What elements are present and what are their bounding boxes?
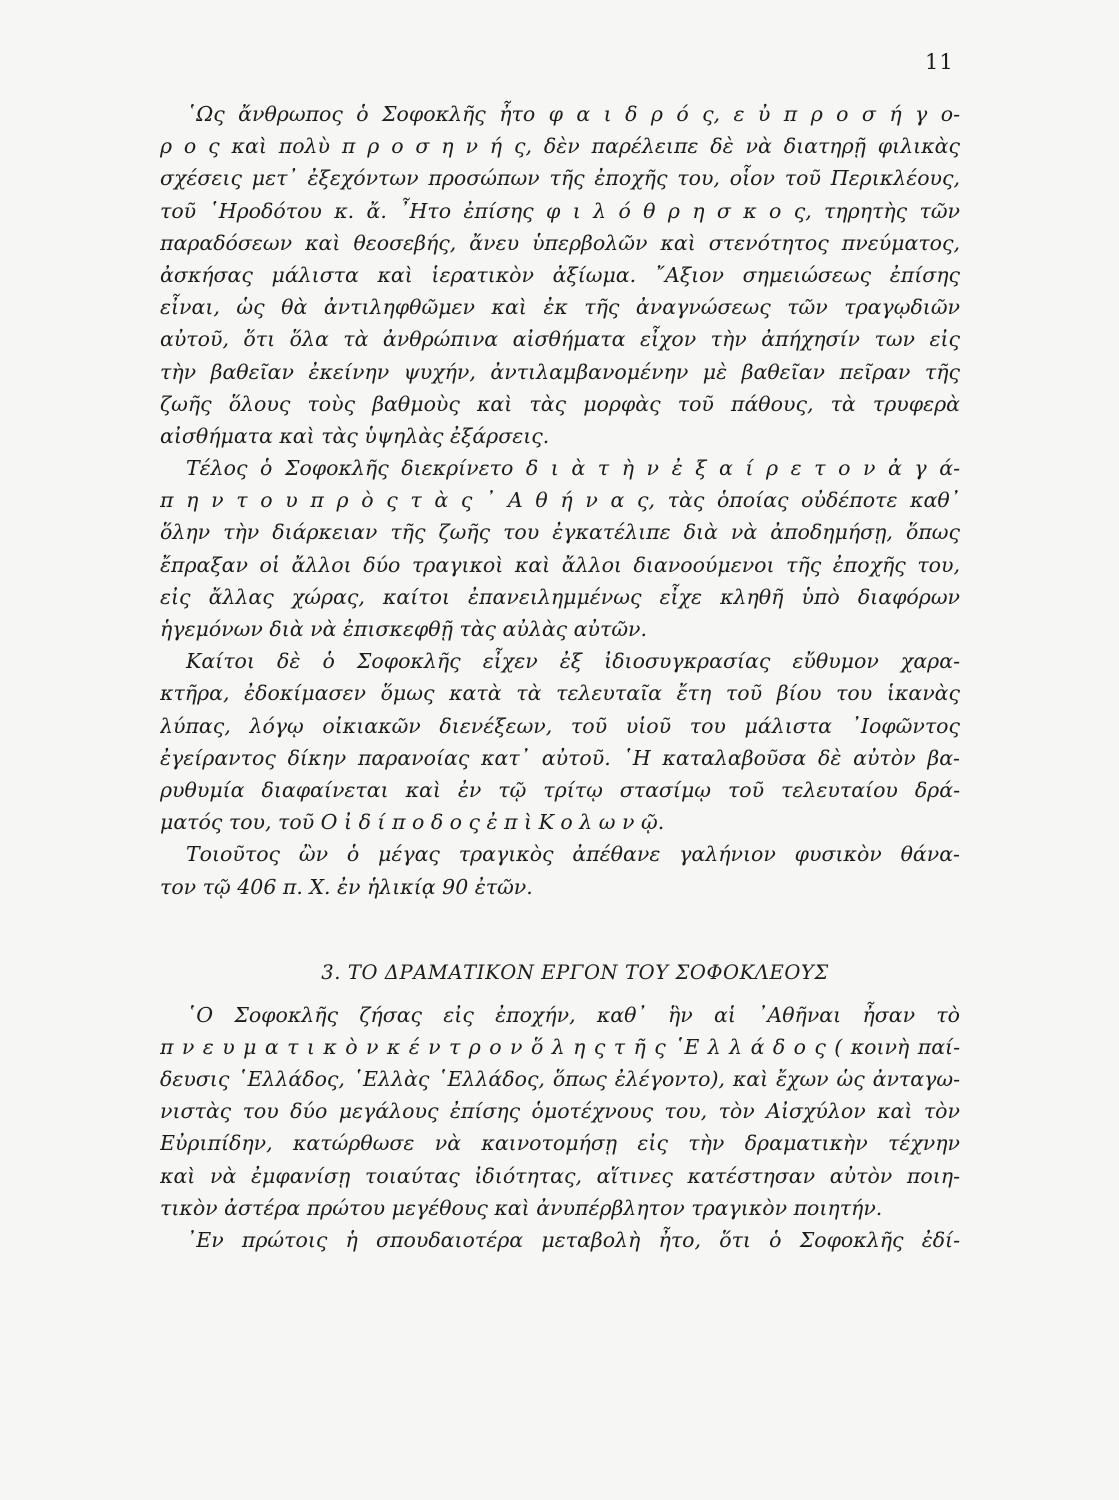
page-body <box>160 98 960 1256</box>
text-line: ῾Ως ἄνθρωπος ὁ Σοφοκλῆς ἦτο φ α ι δ ρ ό ς, ε ὐ π ρ ο σ ή γ ο- <box>186 102 960 126</box>
text-line: σχέσεις μετ᾽ ἐξεχόντων προσώπων τῆς ἐποχῆς του, οἷον τοῦ Περικλέους, <box>160 166 960 191</box>
text-line: Τέλος ὁ Σοφοκλῆς διεκρίνετο δ ι ὰ τ ὴ ν ἐ ξ α ί ρ ε τ ο ν ἀ γ ά- <box>186 456 960 481</box>
paragraph <box>160 999 960 1224</box>
text-line: τοῦ ῾Ηροδότου κ. ἄ. ῏Ητο ἐπίσης φ ι λ ό θ ρ η σ κ ο ς, τηρητὴς τῶν <box>160 198 960 223</box>
text-line: αὐτοῦ, ὅτι ὅλα τὰ ἀνθρώπινα αἰσθήματα εἶχον τὴν ἀπήχησίν των εἰς <box>160 327 960 352</box>
text-line: ματός του, τοῦ Ο ἰ δ ί π ο δ ο ς ἐ π ὶ Κ ο λ ω ν ῷ. <box>160 810 665 835</box>
text-line: Εὐριπίδην, κατώρθωσε νὰ καινοτομήσῃ εἰς τὴν δραματικὴν τέχνην <box>160 1131 960 1156</box>
paragraph <box>160 645 960 838</box>
text-line: κτῆρα, ἐδοκίμασεν ὅμως κατὰ τὰ τελευταῖα ἔτη τοῦ βίου του ἱκανὰς <box>160 681 960 706</box>
text-line: ζωῆς ὅλους τοὺς βαθμοὺς καὶ τὰς μορφὰς τοῦ πάθους, τὰ τρυφερὰ <box>160 391 960 416</box>
text-line: εἶναι, ὡς θὰ ἀντιληφθῶμεν καὶ ἐκ τῆς ἀναγνώσεως τῶν τραγῳδιῶν <box>160 295 960 320</box>
paragraph <box>160 838 960 902</box>
paragraph <box>160 1224 960 1256</box>
text-line: π ν ε υ μ α τ ι κ ὸ ν κ έ ν τ ρ ο ν ὅ λ η ς τ ῆ ς ῾Ε λ λ ά δ ο ς ( κοινὴ παί- <box>160 1034 960 1059</box>
text-line: εἰς ἄλλας χώρας, καίτοι ἐπανειλημμένως εἶχε κληθῆ ὑπὸ διαφόρων <box>160 584 960 609</box>
paragraph <box>160 98 960 452</box>
text-line: Τοιοῦτος ὢν ὁ μέγας τραγικὸς ἀπέθανε γαλήνιον φυσικὸν θάνα- <box>186 842 960 867</box>
page-number: 11 <box>925 50 954 74</box>
text-line: τὴν βαθεῖαν ἐκείνην ψυχήν, ἀντιλαμβανομένην μὲ βαθεῖαν πεῖραν τῆς <box>160 359 960 384</box>
text-line: λύπας, λόγῳ οἰκιακῶν διενέξεων, τοῦ υἱοῦ του μάλιστα ᾽Ιοφῶντος <box>160 713 960 738</box>
text-line: αἰσθήματα καὶ τὰς ὑψηλὰς ἐξάρσεις. <box>160 423 550 448</box>
text-line: ρ ο ς καὶ πολὺ π ρ ο σ η ν ή ς, δὲν παρέλειπε δὲ νὰ διατηρῇ φιλικὰς <box>160 134 960 159</box>
text-line: δευσις ῾Ελλάδος, ῾Ελλὰς ῾Ελλάδος, ὅπως ἐλέγοντο), καὶ ἔχων ὡς ἀνταγω- <box>160 1067 960 1092</box>
text-line: καὶ νὰ ἐμφανίσῃ τοιαύτας ἰδιότητας, αἵτινες κατέστησαν αὐτὸν ποιη- <box>160 1163 960 1188</box>
text-line: τον τῷ 406 π. Χ. ἐν ἡλικίᾳ 90 ἐτῶν. <box>160 874 533 899</box>
text-line: νιστὰς του δύο μεγάλους ἐπίσης ὁμοτέχνους του, τὸν Αἰσχύλον καὶ τὸν <box>160 1099 960 1124</box>
text-line: παραδόσεων καὶ θεοσεβής, ἄνευ ὑπερβολῶν καὶ στενότητος πνεύματος, <box>160 230 960 255</box>
section-heading: 3. ΤΟ ΔΡΑΜΑΤΙΚΟΝ ΕΡΓΟΝ ΤΟΥ ΣΟΦΟΚΛΕΟΥΣ <box>321 960 829 984</box>
text-line: ρυθυμία διαφαίνεται καὶ ἐν τῷ τρίτῳ στασίμῳ τοῦ τελευταίου δρά- <box>160 777 960 802</box>
text-line: ᾽Εν πρώτοις ἡ σπουδαιοτέρα μεταβολὴ ἦτο, ὅτι ὁ Σοφοκλῆς ἐδί- <box>186 1228 960 1252</box>
text-line: ἀσκήσας μάλιστα καὶ ἱερατικὸν ἀξίωμα. ῎Αξιον σημειώσεως ἐπίσης <box>160 262 960 287</box>
text-line: ἐγείραντος δίκην παρανοίας κατ᾽ αὐτοῦ. ῾Η καταλαβοῦσα δὲ αὐτὸν βα- <box>160 745 960 770</box>
paragraph <box>160 452 960 645</box>
text-line: ἔπραξαν οἱ ἄλλοι δύο τραγικοὶ καὶ ἄλλοι διανοούμενοι τῆς ἐποχῆς του, <box>160 552 960 577</box>
text-line: Καίτοι δὲ ὁ Σοφοκλῆς εἶχεν ἐξ ἰδιοσυγκρασίας εὔθυμον χαρα- <box>186 649 960 674</box>
text-line: ῾Ο Σοφοκλῆς ζήσας εἰς ἐποχήν, καθ᾽ ἣν αἱ ᾽Αθῆναι ἦσαν τὸ <box>186 1002 960 1027</box>
text-line: ἡγεμόνων διὰ νὰ ἐπισκεφθῇ τὰς αὐλὰς αὐτῶν. <box>160 617 648 641</box>
text-line: π η ν τ ο υ π ρ ὸ ς τ ὰ ς ᾽ Α θ ή ν α ς, τὰς ὁποίας οὐδέποτε καθ᾽ <box>160 488 960 513</box>
text-line: τικὸν ἀστέρα πρώτου μεγέθους καὶ ἀνυπέρβλητον τραγικὸν ποιητήν. <box>160 1195 883 1220</box>
text-line: ὅλην τὴν διάρκειαν τῆς ζωῆς του ἐγκατέλιπε διὰ νὰ ἀποδημήσῃ, ὅπως <box>160 520 960 545</box>
